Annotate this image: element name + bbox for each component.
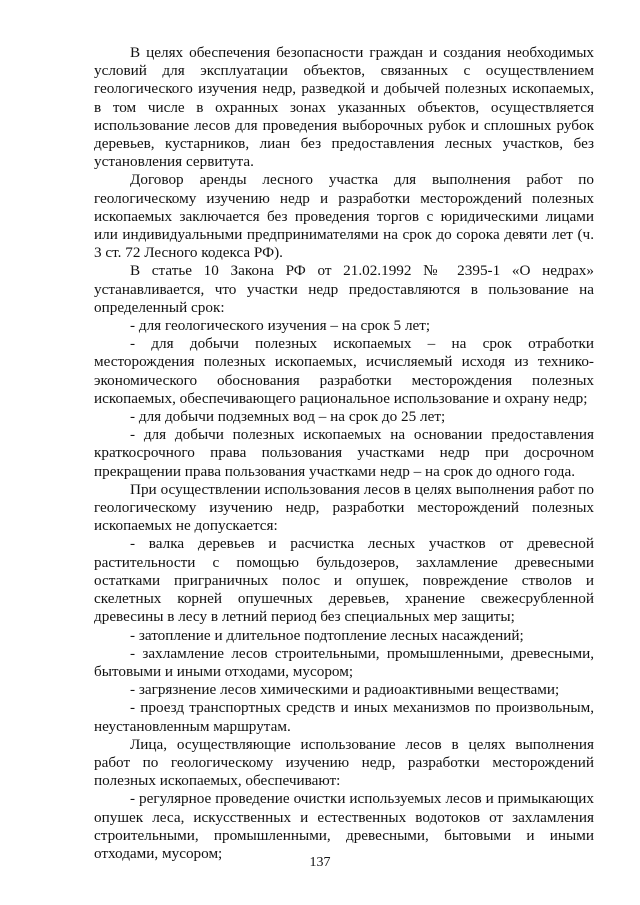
list-item-short-term-right: - для добычи полезных ископаемых на основании предоставления краткосрочного права пользования участками недр при досрочном прекращении права пользования участками недр – на срок до одного года. [94,426,594,480]
list-item-geological-study: - для геологического изучения – на срок 5 лет; [130,317,431,335]
list-item-vehicle-routes: - проезд транспортных средств и иных механизмов по произвольным, неустановленным маршрутам. [94,699,594,735]
list-item-bulldozer-clearing: - валка деревьев и расчистка лесных участков от древесной растительности с помощью бульдозеров, захламление древесными остатками приграничных полос и опушек, повреждение стволов и скелетных корней опушечных деревьев, хранение свежесрубленной древесины в лесу в летний период без специальных мер защиты; [94,535,594,626]
page-number: 137 [309,855,331,870]
list-item-flooding: - затопление и длительное подтопление лесных насаждений; [130,626,524,644]
paragraph-subsoil-law: В статье 10 Закона РФ от 21.02.1992 № 2395-1 «О недрах» устанавливается, что участки недр предоставляются в пользование на определенный срок: [94,262,594,316]
list-item-groundwater: - для добычи подземных вод – на срок до 25 лет; [130,408,446,426]
list-item-chemical-pollution: - загрязнение лесов химическими и радиоактивными веществами; [130,681,560,699]
list-item-regular-cleaning: - регулярное проведение очистки используемых лесов и примыкающих опушек леса, искусственных и естественных водотоков от захламления строительными, промышленными, древесными, бытовыми и иными отходами, мусором; [94,790,594,862]
paragraph-obligations-intro: Лица, осуществляющие использование лесов в целях выполнения работ по геологическому изучению недр, разработки месторождений полезных ископаемых, обеспечивают: [94,735,594,790]
list-item-waste-littering: - захламление лесов строительными, промышленными, древесными, бытовыми и иными отходами, мусором; [94,644,594,680]
paragraph-prohibitions-intro: При осуществлении использования лесов в целях выполнения работ по геологическому изучению недр, разработки месторождений полезных ископаемых не допускается: [94,480,594,535]
list-item-mineral-extraction: - для добычи полезных ископаемых – на срок отработки месторождения полезных ископаемых, исчисляемый исходя из технико-экономического обоснования разработки месторождения полезных ископаемых, обеспечивающего рациональное использование и охрану недр; [94,335,594,407]
paragraph-forest-use-safety: В целях обеспечения безопасности граждан и создания необходимых условий для эксплуатации объектов, связанных с осуществлением геологического изучения недр, разведкой и добычей полезных ископаемых, в том числе в охранных зонах указанных объектов, осуществляется использование лесов для проведения выборочных рубок и сплошных рубок деревьев, кустарников, лиан без предоставления лесных участков, без установления сервитута. [94,44,594,171]
body-text [94,44,594,863]
paragraph-lease-agreement: Договор аренды лесного участка для выполнения работ по геологическому изучению недр и разработки месторождений полезных ископаемых заключается без проведения торгов с юридическими лицами или индивидуальными предпринимателями на срок до сорока девяти лет (ч. 3 ст. 72 Лесного кодекса РФ). [94,171,594,262]
